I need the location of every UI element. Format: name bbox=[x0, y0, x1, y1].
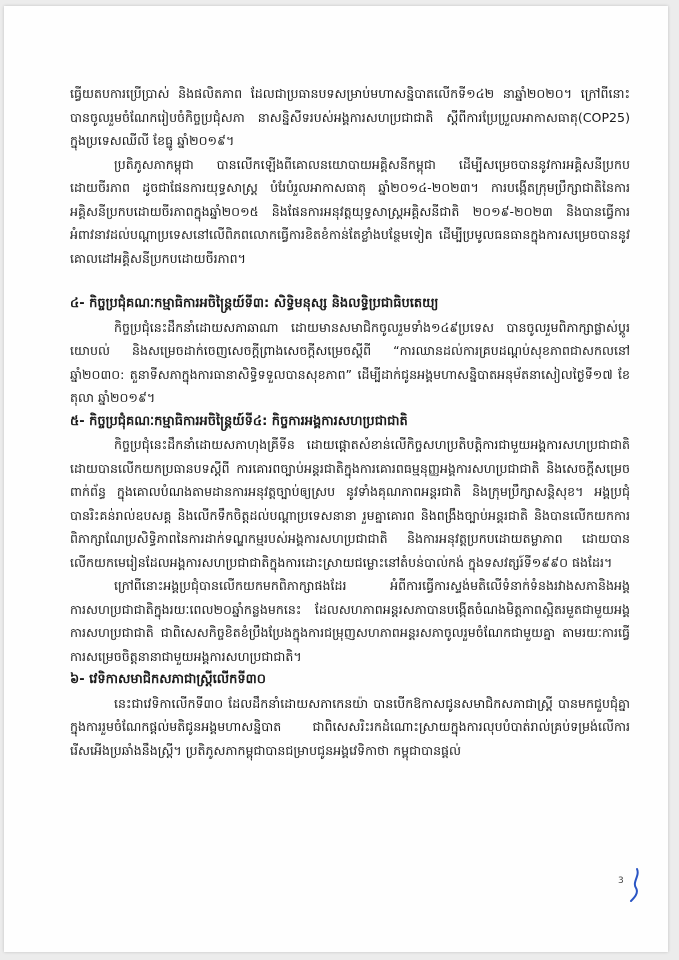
paragraph-section-5-b: ក្រៅពីនោះអង្គប្រជុំបានលើកយកមកពិភាក្សាផងដែរ អំពីការធ្វើការស្ទង់មតិលើទំនាក់ទំនងរវាងសភានិងអង្គការសហប្រជាជាតិក្នុងរយៈពេល២០ឆ្នាំកន្លងមកនេះ ដែលសហភាពអន្តរសភាបានបង្កើតចំណងមិត្តភាពស្អិតរមួតជាមួយអង្គការសហប្រជាជាតិ ជាពិសេសកិច្ចខិតខំប្រឹងប្រែងក្នុងការជម្រុញសហភាពអន្តរសភាចូលរួមចំណែកជាមួយគ្នា តាមរយៈការធ្វើការសម្រេចចិត្តនានាជាមួយអង្គការសហប្រជាជាតិ។ bbox=[70, 578, 630, 664]
document-page bbox=[4, 6, 668, 952]
paragraph-section-4: កិច្ចប្រជុំនេះដឹកនាំដោយសភាឆាណា ដោយមានសមាជិកចូលរួមទាំង១៤៩ប្រទេស បានចូលរួមពិភាក្សាផ្លាស់ប្តូរយោបល់ និងសម្រេចដាក់ចេញសេចក្តីព្រាងសេចក្តីសម្រេចស្តីពី “ការឈានដល់ការគ្របដណ្តប់សុខភាពជាសកលនៅឆ្នាំ២០៣០: តួនាទីសភាក្នុងការធានាសិទ្ធិទទួលបានសុខភាព” ដើម្បីដាក់ជូនអង្គមហាសន្និបាតអនុម័តនាសៀលថ្ងៃទី១៧ ខែតុលា ឆ្នាំ២០១៩។ bbox=[70, 319, 630, 405]
heading-section-6: ៦- វេទិកាសមាជិកសភាជាស្ត្រីលើកទី៣០ bbox=[70, 672, 266, 687]
handwritten-initial-mark bbox=[628, 866, 644, 904]
page-number: 3 bbox=[618, 876, 624, 886]
paragraph-cop25: ធ្វើយតបការប្រើប្រាស់ និងផលិតភាព ដែលជាប្រធានបទសម្រាប់មហាសន្និបាតលើកទី១៤២ នាឆ្នាំ២០២០។ ក្រៅពីនោះបានចូលរួមចំណែករៀបចំកិច្ចប្រជុំសភា នាសន្និសីទរបស់អង្គការសហប្រជាជាតិ ស្តីពីការប្រែប្រួលអាកាសធាតុ(COP25) ក្នុងប្រទេសឈីលី ខែធ្នូ ឆ្នាំ២០១៩។ bbox=[70, 86, 630, 148]
heading-section-5: ៥- កិច្ចប្រជុំគណៈកម្មាធិការអចិន្ត្រៃយ៍ទី៤: កិច្ចការអង្គការសហប្រជាជាតិ bbox=[70, 413, 408, 429]
paragraph-section-5-a: កិច្ចប្រជុំនេះដឹកនាំដោយសភាហុងគ្រីទីន ដោយផ្តោតសំខាន់លើកិច្ចសហប្រតិបត្តិការជាមួយអង្គការសហប្រជាជាតិ ដោយបានលើកយកប្រធានបទស្តីពី ការគោរពច្បាប់អន្តរជាតិក្នុងការគោរពធម្មនុញ្ញអង្គការសហប្រជាជាតិ និងសេចក្តីសម្រេចពាក់ព័ន្ធ ក្នុងគោលបំណងតាមដានការអនុវត្តច្បាប់ឲ្យស្រប នូវទាំងគុណភាពអន្តរជាតិ និងក្រុមប្រឹក្សាសន្តិសុខ។ អង្គប្រជុំបានរិះគន់រាល់ឧបសគ្គ និងលើកទឹកចិត្តដល់បណ្តាប្រទេសនានា រួមគ្នាគោរព និងពង្រឹងច្បាប់អន្តរជាតិ និងបានលើកយកការពិភាក្សាណែប្រសិទ្ធិភាពនៃការដាក់ទណ្ឌកម្មរបស់អង្គការសហប្រជាជាតិ និងការអនុវត្តប្រកបដោយតម្លាភាព ដោយបានលើកយកមេរៀនដែលអង្គការសហប្រជាជាតិក្នុងការដោះស្រាយជម្លោះនៅតំបន់បាល់កង់ ក្នុងទសវត្សរ៍ទី១៩៩០ ផងដែរ។ bbox=[70, 437, 630, 570]
heading-section-4: ៤- កិច្ចប្រជុំគណៈកម្មាធិការអចិន្ត្រៃយ៍ទី៣: សិទ្ធិមនុស្ស និងលទ្ធិប្រជាធិបតេយ្យ bbox=[70, 296, 439, 311]
paragraph-section-6: នេះជាវេទិកាលើកទី៣០ ដែលដឹកនាំដោយសភាកេនយ៉ា បានបើកឱកាសជូនសមាជិកសភាជាស្ត្រី បានមកជួបជុំគ្នា ក្នុងការរួមចំណែកផ្តល់មតិជូនអង្គមហាសន្និបាត ជាពិសេសរិះរកដំណោះស្រាយក្នុងការលុបបំបាត់រាល់គ្រប់ទម្រង់លើការរើសអើងប្រឆាំងនឹងស្ត្រី។ ប្រតិភូសភាកម្ពុជាបានជម្រាបជូនអង្គវេទិកាថា កម្ពុជាបានផ្តល់ bbox=[70, 695, 630, 758]
document-body bbox=[70, 82, 630, 762]
paragraph-energy-policy: ប្រតិភូសភាកម្ពុជា បានលើកឡើងពីគោលនយោបាយអគ្គិសនីកម្ពុជា ដើម្បីសម្រេចបាននូវការអគ្គិសនីប្រកបដោយចីរភាព ដូចជាផែនការយុទ្ធសាស្ត្រ បំរែបំរួលអាកាសធាតុ ឆ្នាំ២០១៤-២០២៣។ ការបង្កើតក្រុមប្រឹក្សាជាតិនៃការអគ្គិសនីប្រកបដោយចីរភាពក្នុងឆ្នាំ២០១៥ និងផែនការអនុវត្តយុទ្ធសាស្ត្រអគ្គិសនីជាតិ ២០១៩-២០២៣ និងបានធ្វើការអំពាវនាវដល់បណ្តាប្រទេសនៅលើពិភពលោកធ្វើការខិតខំកាន់តែខ្លាំងបន្ថែមទៀត ដើម្បីប្រមូលធនធានក្នុងការសម្រេចបាននូវគោលដៅអគ្គិសនីប្រកបដោយចីរភាព។ bbox=[70, 156, 630, 266]
section-spacer bbox=[70, 270, 630, 292]
